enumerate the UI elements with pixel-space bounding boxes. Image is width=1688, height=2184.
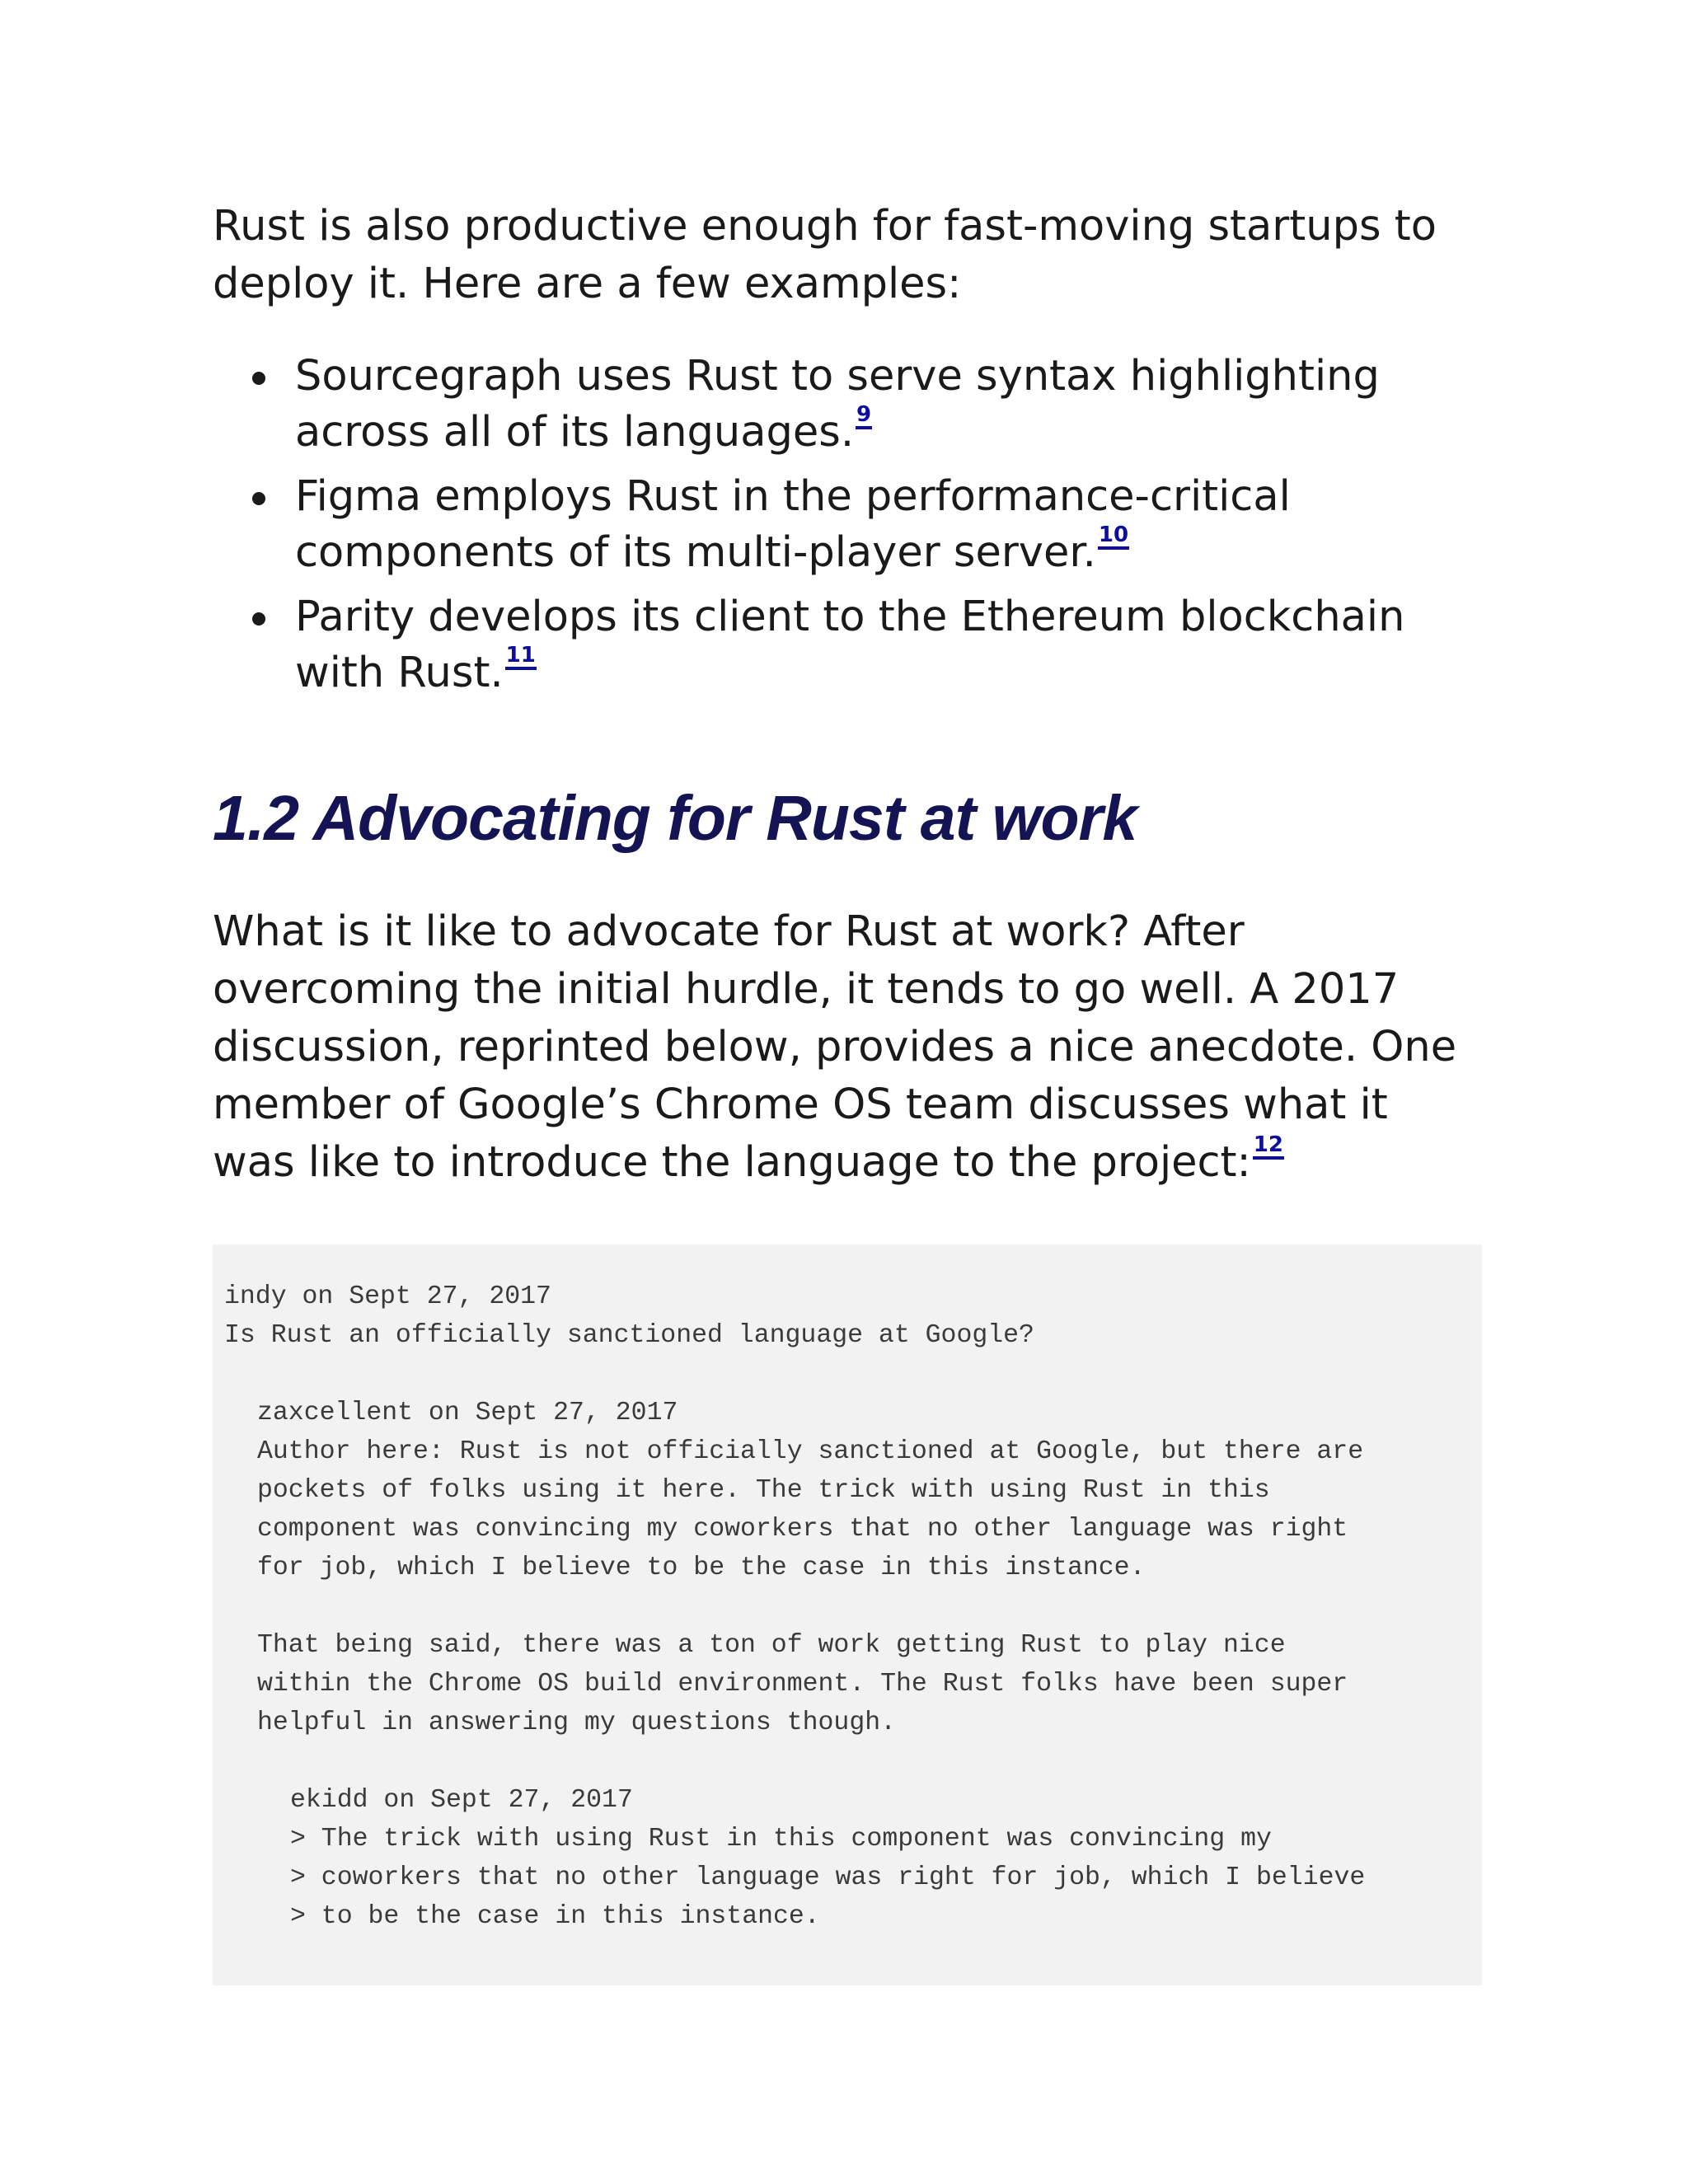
bullet-icon xyxy=(252,612,265,626)
list-item-text: Sourcegraph uses Rust to serve syntax highlighting across all of its languages. xyxy=(295,352,1380,457)
comment-text-line: for job, which I believe to be the case in this instance. xyxy=(257,1554,1146,1582)
bullet-icon xyxy=(252,372,265,385)
comment-text-line: helpful in answering my questions though. xyxy=(257,1708,897,1737)
comment-author-line: ekidd on Sept 27, 2017 xyxy=(290,1786,633,1815)
list-item xyxy=(295,349,1482,460)
document-page xyxy=(213,198,1482,1985)
comment-text-line: That being said, there was a ton of work getting Rust to play nice xyxy=(257,1631,1286,1660)
comment-text-line: pockets of folks using it here. The trick with using Rust in this xyxy=(257,1476,1270,1505)
blank-line xyxy=(224,1742,1470,1781)
blank-line xyxy=(224,1355,1470,1394)
examples-list xyxy=(213,349,1482,701)
footnote-link-11[interactable]: 11 xyxy=(505,644,537,670)
comment-text-line: component was convincing my coworkers that no other language was right xyxy=(257,1515,1348,1544)
comment-text-line: within the Chrome OS build environment. The Rust folks have been super xyxy=(257,1670,1348,1699)
list-item-text: Figma employs Rust in the performance-critical components of its multi-player server. xyxy=(295,472,1291,577)
footnote-link-12[interactable]: 12 xyxy=(1253,1134,1284,1160)
list-item xyxy=(295,590,1482,701)
comment-author-line: indy on Sept 27, 2017 xyxy=(224,1282,551,1311)
discussion-code-block xyxy=(213,1244,1482,1985)
comment-text-line: Is Rust an officially sanctioned language at Google? xyxy=(224,1321,1034,1350)
footnote-link-10[interactable]: 10 xyxy=(1098,524,1129,550)
blank-line xyxy=(224,1587,1470,1626)
intro-paragraph: Rust is also productive enough for fast-moving startups to deploy it. Here are a few examples: xyxy=(213,202,1437,308)
quote-line: > coworkers that no other language was right for job, which I believe xyxy=(290,1863,1366,1892)
body-paragraph-text: What is it like to advocate for Rust at work? After overcoming the initial hurdle, it tends to go well. A 2017 discussion, reprinted below, provides a nice anecdote. One member of Google’s Chrome OS team discusses what it was like to introduce the language to the project: xyxy=(213,907,1457,1187)
list-item-text: Parity develops its client to the Ethereum blockchain with Rust. xyxy=(295,593,1405,697)
comment-text-line: Author here: Rust is not officially sanctioned at Google, but there are xyxy=(257,1437,1364,1466)
body-paragraph xyxy=(213,903,1482,1192)
comment-author-line: zaxcellent on Sept 27, 2017 xyxy=(257,1399,678,1427)
bullet-icon xyxy=(252,492,265,505)
section-heading: 1.2 Advocating for Rust at work xyxy=(213,783,1137,854)
list-item xyxy=(295,470,1482,580)
quote-line: > The trick with using Rust in this component was convincing my xyxy=(290,1825,1272,1854)
quote-line: > to be the case in this instance. xyxy=(290,1902,820,1931)
footnote-link-9[interactable]: 9 xyxy=(856,404,872,429)
